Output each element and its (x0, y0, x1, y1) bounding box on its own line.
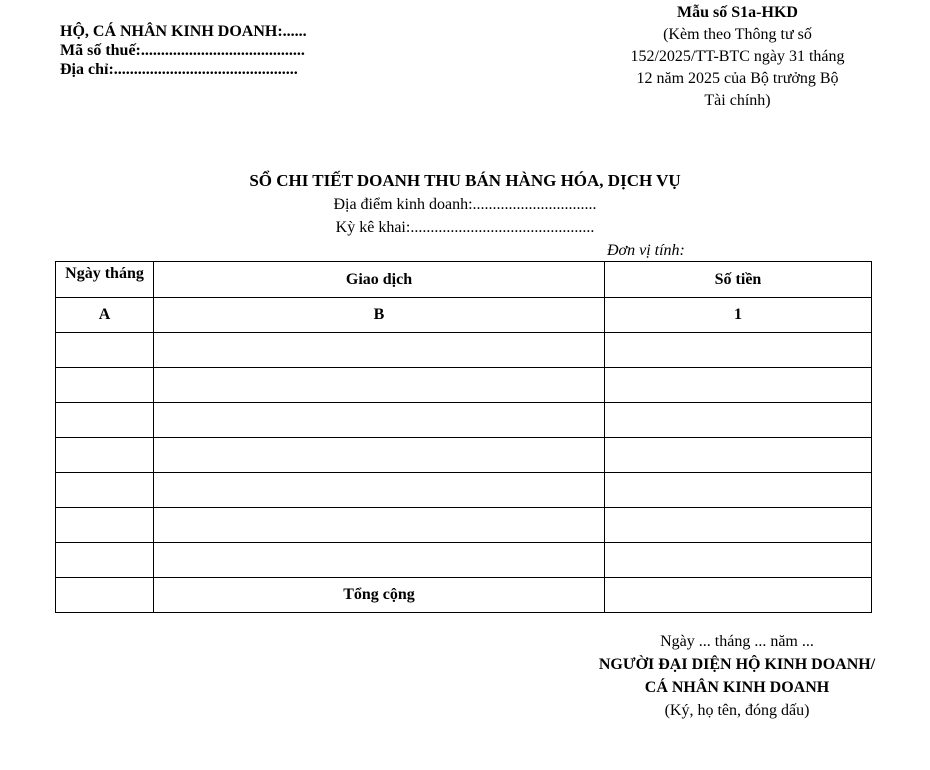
amount-cell[interactable] (605, 368, 872, 403)
form-ref-line-4: Tài chính) (704, 92, 771, 109)
code-b: B (154, 298, 605, 333)
total-label: Tổng cộng (154, 578, 605, 613)
transaction-cell[interactable] (154, 473, 605, 508)
table-row (56, 543, 872, 578)
amount-cell[interactable] (605, 508, 872, 543)
transaction-cell[interactable] (154, 543, 605, 578)
total-amount-cell[interactable] (605, 578, 872, 613)
address-line: Địa chỉ:.............................................. (60, 61, 298, 78)
header-amount: Số tiền (605, 262, 872, 298)
table-row (56, 473, 872, 508)
code-a: A (56, 298, 154, 333)
date-cell[interactable] (56, 473, 154, 508)
total-row (56, 578, 872, 613)
date-cell[interactable] (56, 543, 154, 578)
transaction-cell[interactable] (154, 508, 605, 543)
table-row (56, 508, 872, 543)
transaction-cell[interactable] (154, 333, 605, 368)
form-ref-line-1: (Kèm theo Thông tư số (663, 26, 812, 43)
form-ref-line-2: 152/2025/TT-BTC ngày 31 tháng (630, 48, 845, 65)
table-row (56, 333, 872, 368)
revenue-ledger-table (55, 261, 872, 613)
amount-cell[interactable] (605, 438, 872, 473)
business-location-line: Địa điểm kinh doanh:............................... (333, 196, 597, 213)
date-cell[interactable] (56, 368, 154, 403)
form-number: Mẫu số S1a-HKD (677, 4, 798, 21)
header-date: Ngày tháng (56, 262, 154, 298)
amount-cell[interactable] (605, 403, 872, 438)
amount-cell[interactable] (605, 543, 872, 578)
form-ref-line-3: 12 năm 2025 của Bộ trưởng Bộ (636, 70, 839, 87)
business-name-line: HỘ, CÁ NHÂN KINH DOANH:...... (60, 23, 307, 40)
unit-label: Đơn vị tính: (607, 242, 685, 259)
document-title: SỔ CHI TIẾT DOANH THU BÁN HÀNG HÓA, DỊCH VỤ (249, 171, 681, 190)
transaction-cell[interactable] (154, 368, 605, 403)
transaction-cell[interactable] (154, 438, 605, 473)
signature-role-line-1: NGƯỜI ĐẠI DIỆN HỘ KINH DOANH/ (598, 656, 876, 673)
signature-note: (Ký, họ tên, đóng dấu) (664, 702, 810, 719)
date-cell[interactable] (56, 403, 154, 438)
code-1: 1 (605, 298, 872, 333)
tax-code-line: Mã số thuế:......................................... (60, 42, 305, 59)
table-row (56, 403, 872, 438)
table-code-row (56, 298, 872, 333)
date-cell[interactable] (56, 508, 154, 543)
header-transaction: Giao dịch (154, 262, 605, 298)
table-header-row (56, 262, 872, 298)
total-date-cell (56, 578, 154, 613)
date-cell[interactable] (56, 333, 154, 368)
table-row (56, 438, 872, 473)
amount-cell[interactable] (605, 473, 872, 508)
amount-cell[interactable] (605, 333, 872, 368)
signature-date: Ngày ... tháng ... năm ... (660, 633, 814, 650)
date-cell[interactable] (56, 438, 154, 473)
declaration-period-line: Kỳ kê khai:.............................................. (335, 219, 595, 236)
form-reference (595, 2, 880, 112)
transaction-cell[interactable] (154, 403, 605, 438)
table-row (56, 368, 872, 403)
signature-role-line-2: CÁ NHÂN KINH DOANH (644, 679, 830, 696)
business-info (60, 22, 307, 79)
